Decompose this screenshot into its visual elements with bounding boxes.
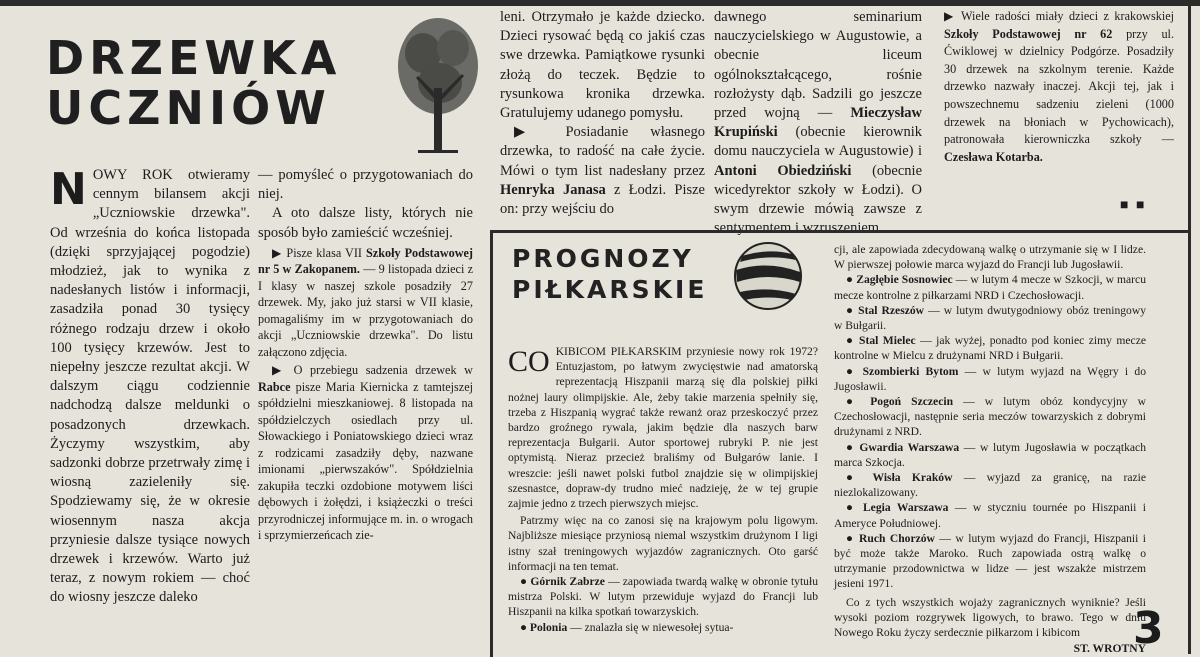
club-text: — w lutym dwutygodniowy obóz treningowy w Bułgarii. xyxy=(834,303,1147,333)
club-text: — zapowiada twardą walkę w obronie tytułu mistrza Polski. W lutym przewiduje wyjazd do Francji lub Hiszpanii na kilka spotkań towarzyskich. xyxy=(508,575,819,619)
col2-para4 xyxy=(258,362,473,544)
club-name: ● Wisła Kraków xyxy=(846,471,953,485)
club-name: ● Polonia xyxy=(520,620,568,634)
col3-para2 xyxy=(500,123,705,219)
club-name: ● Legia Warszawa xyxy=(846,501,949,515)
col2-para1: — pomyśleć o przygotowaniach do niej. xyxy=(258,167,473,203)
club-entry xyxy=(834,394,1146,440)
top-rule xyxy=(0,0,1200,6)
prognozy-title xyxy=(512,243,707,305)
col3-para2-lead: ▶ Posiadanie własnego drzewka, to radość na całe życie. Mówi o tym list nadesłany przez xyxy=(500,124,705,179)
club-entry xyxy=(834,500,1146,530)
person-name: Antoni Obiedziński xyxy=(714,162,852,179)
dropcap: N xyxy=(50,164,87,215)
club-text: — w lutym obóz kondycyjny w Czechosłowacji, następnie seria meczów towarzyskich z dobrymi drużynami z NRD. xyxy=(834,395,1146,439)
col4-text-c: (obecnie wicedyrektor szkoły w Łodzi). O swym drzewie mówią zawsze z sentymentem i wzruszeniem. xyxy=(714,162,923,237)
article-column-1 xyxy=(50,166,250,608)
club-text: — znalazła się w niewesołej sytua- xyxy=(570,620,734,634)
club-entry xyxy=(834,470,1146,500)
school-name: Szkoły Podstawowej nr 5 w Zakopanem. xyxy=(258,245,473,277)
person-name: Henryka Janasa xyxy=(500,181,606,198)
col2-para2: A oto dalsze listy, których nie sposób było zamieścić wcześniej. xyxy=(258,205,473,241)
prognozy-para4 xyxy=(508,620,818,635)
col2-para4-lead: ▶ O przebiegu sadzenia drzewek w xyxy=(272,363,473,378)
col2-para3-rest: — 9 listopada dzieci z I klasy w naszej szkole posadziły 27 drzewek. My, jako już starsi w VII klasie, pomagaliśmy im w przygotowaniach do akcji „Uczniowskie drzewka". Do listu załączono zdjęcia. xyxy=(258,262,473,359)
person-name: Mieczysław Krupiński xyxy=(714,105,922,141)
article-column-4 xyxy=(714,8,922,238)
col5-text-a: ▶ Wiele radości miały dzieci z krakowskiej xyxy=(944,9,1174,23)
tree-illustration xyxy=(378,8,498,158)
place-name: Rabce xyxy=(258,379,291,394)
col2-para4-rest: pisze Maria Kiernicka z tamtejszej spółdzielni mieszkaniowej. 8 listopada na spółdzielczych osiedlach przy ul. Słowackiego i Poniatowskiego dzieci wraz z rodzicami zasadziły dęby, nazwane imionami „pierwszaków". Spółdzielnia zakupiła teczki ozdobione motywem liści dębowych i żołędzi, i książeczki o treści przyrodniczej informujące m. in. o wrogach i sprzymierzeńcach zie- xyxy=(258,379,474,543)
club-name: ● Szombierki Bytom xyxy=(846,364,959,378)
club-name: ● Górnik Zabrze xyxy=(520,575,605,589)
dropcap: CO xyxy=(508,345,550,378)
col4-text-a: dawnego seminarium nauczycielskiego w Augustowie, a obecnie liceum ogólnokształcącego, rośnie rozłożysty dąb. Sadzili go jeszcze przed wojną — xyxy=(714,9,922,122)
article-column-3 xyxy=(500,8,705,219)
col2-para3 xyxy=(258,245,473,361)
person-name: Czesława Kotarba. xyxy=(944,149,1043,164)
article-column-2 xyxy=(258,166,473,544)
col2-para3-lead: ▶ Pisze klasa VII xyxy=(272,245,362,260)
football-icon xyxy=(732,240,804,312)
col3-para1: leni. Otrzymało je każde dziecko. Dzieci rysować będą co jakiś czas swe drzewka. Pamiątkowe rysunki złożą do teczek. Będzie to rysunkowa kronika drzewka. Gratulujemy udanego pomysłu. xyxy=(500,9,705,122)
club-text: — w lutym Jugosławia w początkach marca Szkocja. xyxy=(834,440,1146,469)
article-column-5 xyxy=(944,8,1174,166)
club-name: ● Stal Mielec xyxy=(846,334,916,348)
club-name: ● Pogoń Szczecin xyxy=(846,395,954,409)
club-text: — w styczniu tournée po Hiszpanii i Ameryce Południowej. xyxy=(834,501,1146,530)
club-name: ● Stal Rzeszów xyxy=(846,303,925,317)
club-entry xyxy=(834,333,1146,363)
club-text: — w lutym wyjazd na Węgry i do Jugosławii. xyxy=(834,364,1147,393)
article-title-line1: DRZEWKA xyxy=(46,31,342,85)
prognozy-para3 xyxy=(508,574,818,620)
col5-text-b: przy ul. Ćwiklowej w dzielnicy Podgórze. Posadziły 30 drzewek na szkolnym terenie. Każde drzewko nazwały inaczej. Akcji tej, jak i powszechnemu sadzeniu zieleni (1000 drzewek na błoniach w Pychowicach), patronowała kierowniczka szkoły — xyxy=(944,26,1174,147)
prognozy-right-column xyxy=(834,242,1146,656)
prognozy-title-line1: PROGNOZY xyxy=(512,244,694,273)
club-name: ● Ruch Chorzów xyxy=(846,531,935,545)
prognozy-intro-text: KIBICOM PIŁKARSKIM przyniesie nowy rok 1972? Entuzjastom, po łatwym zwycięstwie nad amatorską reprezentacją Hiszpanii marzą się dla polskiej piłki nożnej laury olimpijskie. Ale, żeby takie marzenia spełniły się, trzeba z Hiszpanią wygrać także rewanż oraz przeskoczyć przez bardzo groźnego rywala, jakim będzie dla naszych barw reprezentacja Bułgarii. Autor sportowej rubryki P. nie jest optymistą. Nieraz przecież braliśmy od Bułgarów lanie. I wreszcie: jeśli nawet polski futbol znajdzie się w olimpijskiej szesnastce, dopraw-dy trudno mieć nadzieję, że w tej grupie zajmie jedno z trzech pierwszych miejsc. xyxy=(508,345,818,511)
prognozy-ending: Co z tych wszystkich wojaży zagranicznych wyniknie? Jeśli wysoki poziom rozgrywek ligowych, to brawo. Tego w dniu Nowego Roku życzy serdecznie piłkarzom i kibicom xyxy=(834,595,1146,640)
club-entry xyxy=(834,364,1146,394)
club-text: — w lutym wyjazd do Francji, Hiszpanii i być może także Maroko. Ruch zapowiada ostrą walkę o utrzymanie przodownictwa w lidze — jest wszakże mistrzem jesieni 1971. xyxy=(834,531,1146,591)
club-text: — jak wyżej, ponadto pod koniec zimy mecze kontrolne w Mielcu z drużynami NRD i Bułgarii. xyxy=(834,334,1146,363)
end-mark: ■ ■ xyxy=(1120,198,1147,213)
club-entry xyxy=(834,272,1146,302)
school-name: Szkoły Podstawowej nr 62 xyxy=(944,26,1113,41)
prognozy-right-para1: cji, ale zapowiada zdecydowaną walkę o utrzymanie się w I lidze. W pierwszej połowie marca wyjazd do Francji lub Jugosławii. xyxy=(834,243,1146,272)
col3-para2-rest: z Łodzi. Pisze on: przy wejściu do xyxy=(500,181,705,218)
club-text: — w lutym 4 mecze w Szkocji, w marcu mecze kontrolne z piłkarzami NRD i Czechosłowacji. xyxy=(834,273,1146,302)
prognozy-title-line2: PIŁKARSKIE xyxy=(512,275,708,304)
club-entry xyxy=(834,440,1146,470)
article-title-line2: UCZNIÓW xyxy=(46,81,331,135)
club-text: — wyjazd za granicę, na razie niezlokalizowany. xyxy=(834,471,1146,500)
prognozy-intro xyxy=(508,344,818,511)
club-entry xyxy=(834,303,1146,333)
club-name: ● Gwardia Warszawa xyxy=(846,440,960,454)
club-entry xyxy=(834,531,1146,592)
club-name: ● Zagłębie Sosnowiec xyxy=(846,273,953,287)
page-number: 3 xyxy=(1133,603,1164,654)
col4-text-b: (obecnie kierownik domu nauczyciela w Augustowie) i xyxy=(714,124,922,160)
column-1-text: OWY ROK otwieramy cennym bilansem akcji „Uczniowskie drzewka". Od września do końca listopada (dzięki sprzyjającej pogodzie) młodzież, jak to wynika z nadesłanych listów i informacji, zasadziła ponad 30 tysięcy różnego rodzaju drzew i około 100 tysięcy krzewów. Jest to niepełny jeszcze rezultat akcji. W dalszym ciągu codziennie nadchodzą dalsze meldunki o posadzonych drzewkach. Życzymy wszystkim, aby sadzonki dobrze przetrwały zimę i wiosną zazieleniły się. Spodziewamy się, że w okresie wiosennym nasza akcja przyniesie dalsze tysiące nowych drzewek i krzewów. Warto już teraz, z nowym rokiem — choć do wiosny jeszcze daleko xyxy=(50,167,250,606)
author-signature: ST. WROTNY xyxy=(1073,642,1146,656)
prognozy-para2: Patrzmy więc na co zanosi się na krajowym polu ligowym. Najbliższe miesiące przyniosą niemal wszystkim drużynom I ligi istny szał treningowych wyjazdów zagranicznych. Oto garść informacji na ten temat. xyxy=(508,514,818,573)
prognozy-left-column xyxy=(508,344,818,635)
